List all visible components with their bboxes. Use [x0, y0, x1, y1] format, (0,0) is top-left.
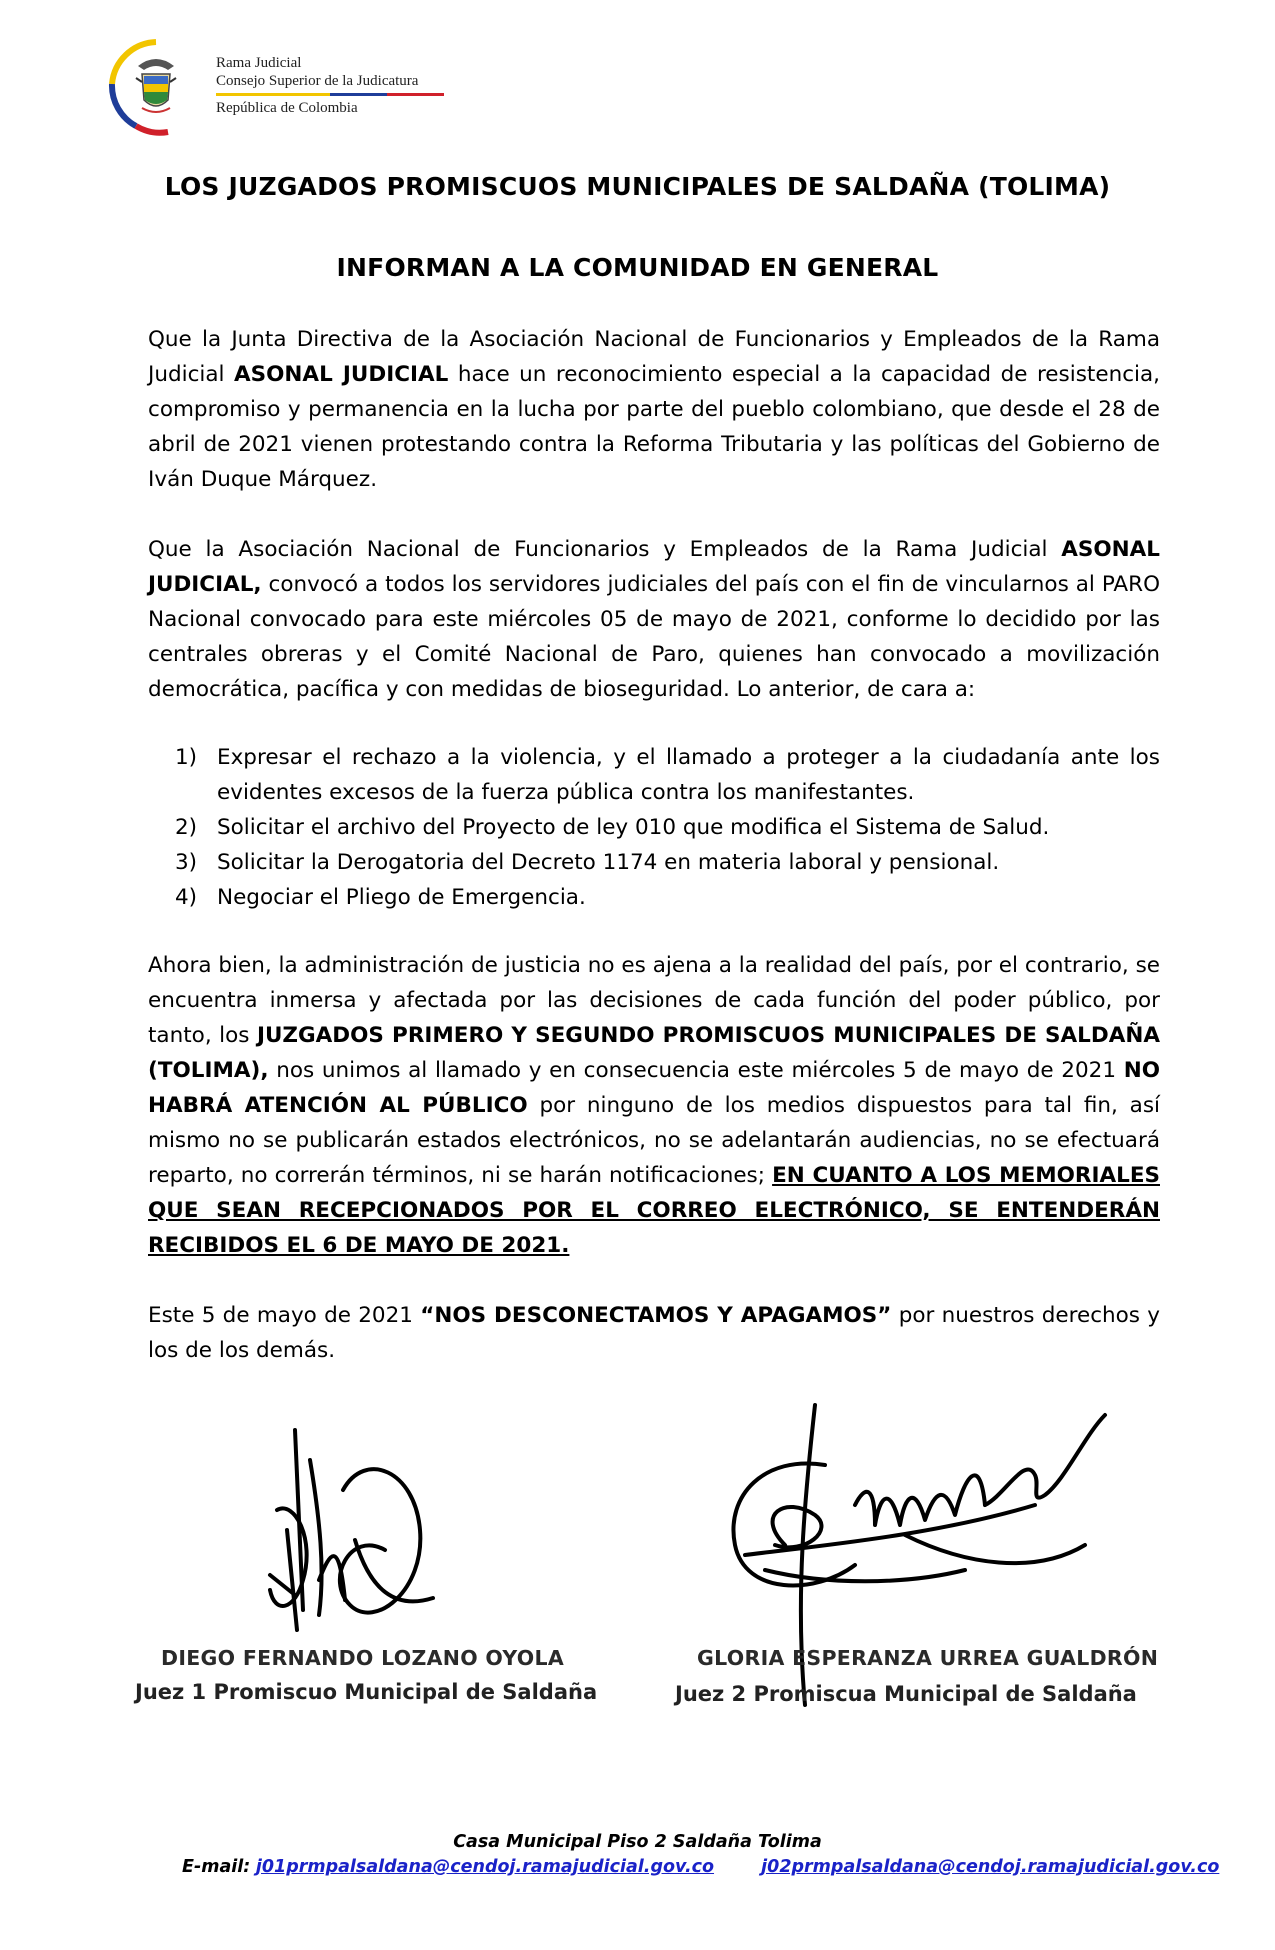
email-label: E-mail:	[182, 1857, 251, 1877]
tricolor-rule	[216, 93, 444, 96]
para3-bold-2: NO HABRÁ ATENCIÓN AL PÚBLICO	[148, 1058, 1160, 1118]
footer-emails	[182, 1857, 1219, 1877]
org-name	[216, 54, 418, 90]
list-number: 2)	[175, 815, 198, 840]
footer-address: Casa Municipal Piso 2 Saldaña Tolima	[453, 1832, 822, 1852]
para3-bold-1: JUZGADOS PRIMERO Y SEGUNDO PROMISCUOS MUNICIPALES DE SALDAÑA (TOLIMA),	[148, 1023, 1160, 1083]
demands-list	[175, 740, 1160, 915]
list-item	[175, 740, 1160, 810]
para2-text-1: Que la Asociación Nacional de Funcionarios y Empleados de la Rama Judicial	[148, 537, 1062, 562]
para4-text-1: Este 5 de mayo de 2021	[148, 1303, 421, 1328]
para4-text-2: por nuestros derechos y los de los demás.	[148, 1303, 1161, 1363]
signature-1-role: Juez 1 Promiscuo Municipal de Saldaña	[135, 1680, 598, 1704]
paragraph-4	[148, 1298, 1160, 1368]
list-item	[175, 880, 1160, 915]
list-text: Expresar el rechazo a la violencia, y el llamado a proteger a la ciudadanía ante los evidentes excesos de la fuerza pública contra los manifestantes.	[217, 745, 1160, 805]
list-text: Solicitar la Derogatoria del Decreto 1174 en materia laboral y pensional.	[217, 850, 1000, 875]
para3-underlined-notice: EN CUANTO A LOS MEMORIALES QUE SEAN RECEPCIONADOS POR EL CORREO ELECTRÓNICO, SE ENTENDERÁN RECIBIDOS EL 6 DE MAYO DE 2021.	[148, 1163, 1160, 1258]
para1-text-1: Que la Junta Directiva de la Asociación Nacional de Funcionarios y Empleados de la Rama Judicial	[148, 327, 1160, 387]
org-line-1: Rama Judicial	[216, 55, 302, 71]
colombia-coat-of-arms-icon	[106, 38, 206, 138]
signature-2-name: GLORIA ESPERANZA URREA GUALDRÓN	[697, 1646, 1159, 1670]
list-number: 1)	[175, 745, 198, 770]
list-number: 4)	[175, 885, 198, 910]
list-item	[175, 845, 1160, 880]
para1-text-2: hace un reconocimiento especial a la capacidad de resistencia, compromiso y permanencia en la lucha por parte del pueblo colombiano, que desde el 28 de abril de 2021 vienen protestando contra la Reforma Tributaria y las políticas del Gobierno de Iván Duque Márquez.	[148, 362, 1160, 492]
org-line-3: República de Colombia	[216, 100, 358, 116]
list-item	[175, 810, 1160, 845]
para3-text-3: por ninguno de los medios dispuestos para tal fin, así mismo no se publicarán estados electrónicos, no se adelantarán audiencias, no se efectuará reparto, no correrán términos, ni se harán notificaciones;	[148, 1093, 1160, 1188]
para2-bold-1: ASONAL JUDICIAL,	[148, 537, 1160, 597]
list-number: 3)	[175, 850, 198, 875]
org-line-2: Consejo Superior de la Judicatura	[216, 73, 419, 89]
paragraph-2	[148, 532, 1160, 707]
paragraph-3	[148, 948, 1160, 1263]
document-subtitle: INFORMAN A LA COMUNIDAD EN GENERAL	[336, 253, 939, 282]
letterhead-logo	[106, 38, 466, 138]
para1-bold-1: ASONAL JUDICIAL	[234, 362, 449, 387]
document-title: LOS JUZGADOS PROMISCUOS MUNICIPALES DE SALDAÑA (TOLIMA)	[164, 172, 1111, 201]
para3-text-1: Ahora bien, la administración de justicia no es ajena a la realidad del país, por el contrario, se encuentra inmersa y afectada por las decisiones de cada función del poder público, por tanto, los	[148, 953, 1160, 1048]
para4-bold-1: “NOS DESCONECTAMOS Y APAGAMOS”	[420, 1303, 892, 1328]
signature-1-image	[255, 1400, 455, 1660]
email-link-juzgado-1[interactable]: j01prmpalsaldana@cendoj.ramajudicial.gov.co	[255, 1857, 715, 1877]
para3-text-2: nos unimos al llamado y en consecuencia este miércoles 5 de mayo de 2021	[268, 1058, 1124, 1083]
email-link-juzgado-2[interactable]: j02prmpalsaldana@cendoj.ramajudicial.gov.co	[761, 1857, 1220, 1877]
signature-1-name: DIEGO FERNANDO LOZANO OYOLA	[161, 1646, 565, 1670]
paragraph-1	[148, 322, 1160, 497]
list-text: Solicitar el archivo del Proyecto de ley 010 que modifica el Sistema de Salud.	[217, 815, 1050, 840]
para2-text-2: convocó a todos los servidores judiciales del país con el fin de vincularnos al PARO Nacional convocado para este miércoles 05 de mayo de 2021, conforme lo decidido por las centrales obreras y el Comité Nacional de Paro, quienes han convocado a movilización democrática, pacífica y con medidas de bioseguridad. Lo anterior, de cara a:	[148, 572, 1160, 702]
list-text: Negociar el Pliego de Emergencia.	[217, 885, 586, 910]
signature-2-role: Juez 2 Promiscua Municipal de Saldaña	[675, 1682, 1137, 1706]
